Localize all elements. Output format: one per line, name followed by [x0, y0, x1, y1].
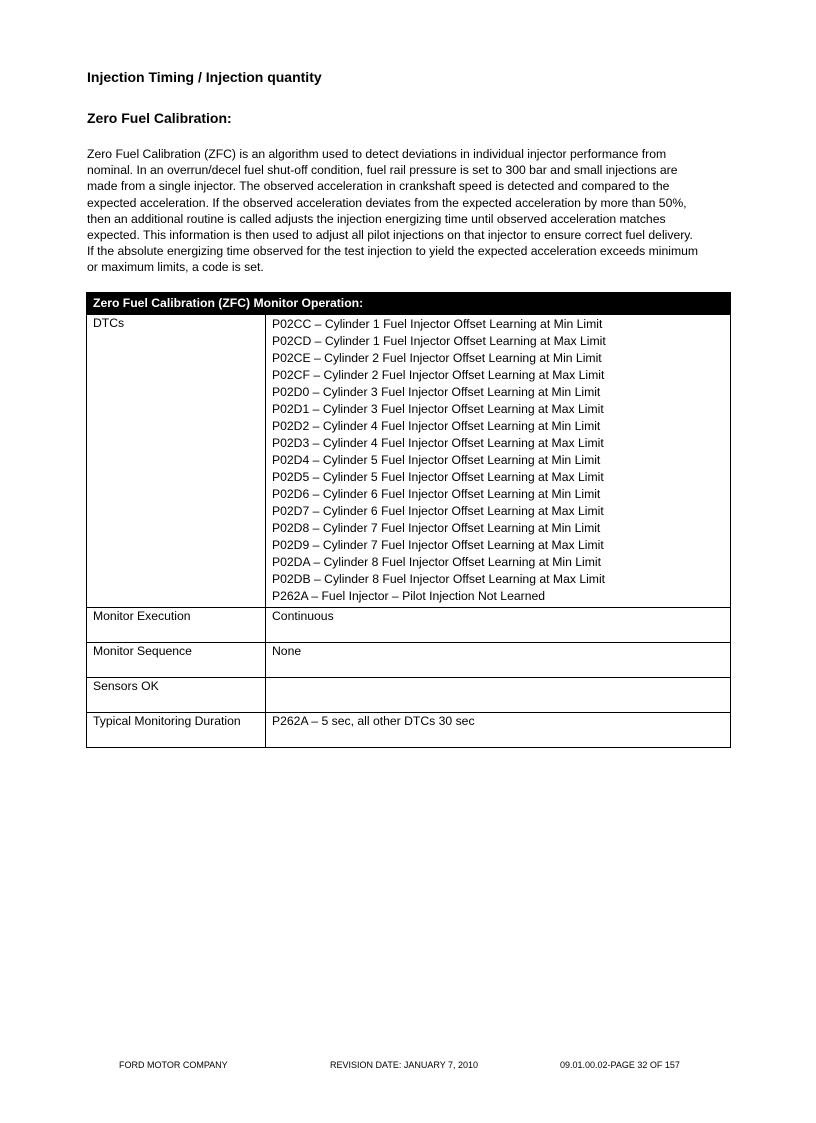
description-paragraph: Zero Fuel Calibration (ZFC) is an algorithm used to detect deviations in individual injector performance from nominal. In an overrun/decel fuel shut-off condition, fuel rail pressure is set to 300 bar and small injections are made from a single injector. The observed acceleration in crankshaft speed is detected and compared to the expected acceleration. If the observed acceleration deviates from the expected acceleration by more than 50%, then an additional routine is called adjusts the injection energizing time until observed acceleration matches expected. This information is then used to adjust all pilot injections on that injector to ensure correct fuel delivery. If the absolute energizing time observed for the test injection to yield the expected acceleration exceeds minimum or maximum limits, a code is set. [87, 147, 699, 275]
dtc-item: P02D3 – Cylinder 4 Fuel Injector Offset Learning at Max Limit [272, 436, 604, 450]
table-row [87, 713, 731, 748]
row-value: P262A – 5 sec, all other DTCs 30 sec [266, 713, 731, 748]
table-row [87, 608, 731, 643]
table-header-row [87, 293, 731, 315]
dtc-item: P02DB – Cylinder 8 Fuel Injector Offset Learning at Max Limit [272, 572, 606, 586]
subsection-heading: Zero Fuel Calibration: [87, 110, 232, 126]
footer-company: FORD MOTOR COMPANY [119, 1060, 228, 1070]
dtc-item: P02CC – Cylinder 1 Fuel Injector Offset Learning at Min Limit [272, 317, 603, 331]
dtc-row [87, 315, 731, 608]
dtc-item: P02D0 – Cylinder 3 Fuel Injector Offset Learning at Min Limit [272, 385, 601, 399]
dtc-item: P02DA – Cylinder 8 Fuel Injector Offset Learning at Min Limit [272, 555, 601, 569]
dtc-item: P02D5 – Cylinder 5 Fuel Injector Offset Learning at Max Limit [272, 470, 604, 484]
row-label: Monitor Sequence [87, 643, 266, 678]
table-row [87, 678, 731, 713]
zfc-monitor-table [86, 292, 731, 748]
dtc-item: P02D2 – Cylinder 4 Fuel Injector Offset Learning at Min Limit [272, 419, 601, 433]
dtc-item: P02CD – Cylinder 1 Fuel Injector Offset Learning at Max Limit [272, 334, 606, 348]
footer-page-number: 09.01.00.02-PAGE 32 OF 157 [560, 1060, 680, 1070]
row-value: Continuous [266, 608, 731, 643]
section-heading: Injection Timing / Injection quantity [87, 69, 322, 85]
footer-revision: REVISION DATE: JANUARY 7, 2010 [330, 1060, 479, 1070]
table-header: Zero Fuel Calibration (ZFC) Monitor Operation: [87, 293, 731, 315]
dtc-item: P02D7 – Cylinder 6 Fuel Injector Offset Learning at Max Limit [272, 504, 604, 518]
dtc-item: P02D1 – Cylinder 3 Fuel Injector Offset Learning at Max Limit [272, 402, 604, 416]
dtc-list [266, 315, 731, 608]
dtc-label: DTCs [87, 315, 266, 608]
dtc-item: P02D9 – Cylinder 7 Fuel Injector Offset Learning at Max Limit [272, 538, 604, 552]
dtc-item: P02CF – Cylinder 2 Fuel Injector Offset Learning at Max Limit [272, 368, 605, 382]
row-label: Monitor Execution [87, 608, 266, 643]
row-label: Sensors OK [87, 678, 266, 713]
dtc-item: P02CE – Cylinder 2 Fuel Injector Offset Learning at Min Limit [272, 351, 602, 365]
dtc-item: P262A – Fuel Injector – Pilot Injection Not Learned [272, 589, 546, 603]
row-label: Typical Monitoring Duration [87, 713, 266, 748]
row-value: None [266, 643, 731, 678]
row-value [266, 678, 731, 713]
dtc-item: P02D6 – Cylinder 6 Fuel Injector Offset Learning at Min Limit [272, 487, 601, 501]
table-row [87, 643, 731, 678]
dtc-item: P02D4 – Cylinder 5 Fuel Injector Offset Learning at Min Limit [272, 453, 601, 467]
dtc-item: P02D8 – Cylinder 7 Fuel Injector Offset Learning at Min Limit [272, 521, 601, 535]
